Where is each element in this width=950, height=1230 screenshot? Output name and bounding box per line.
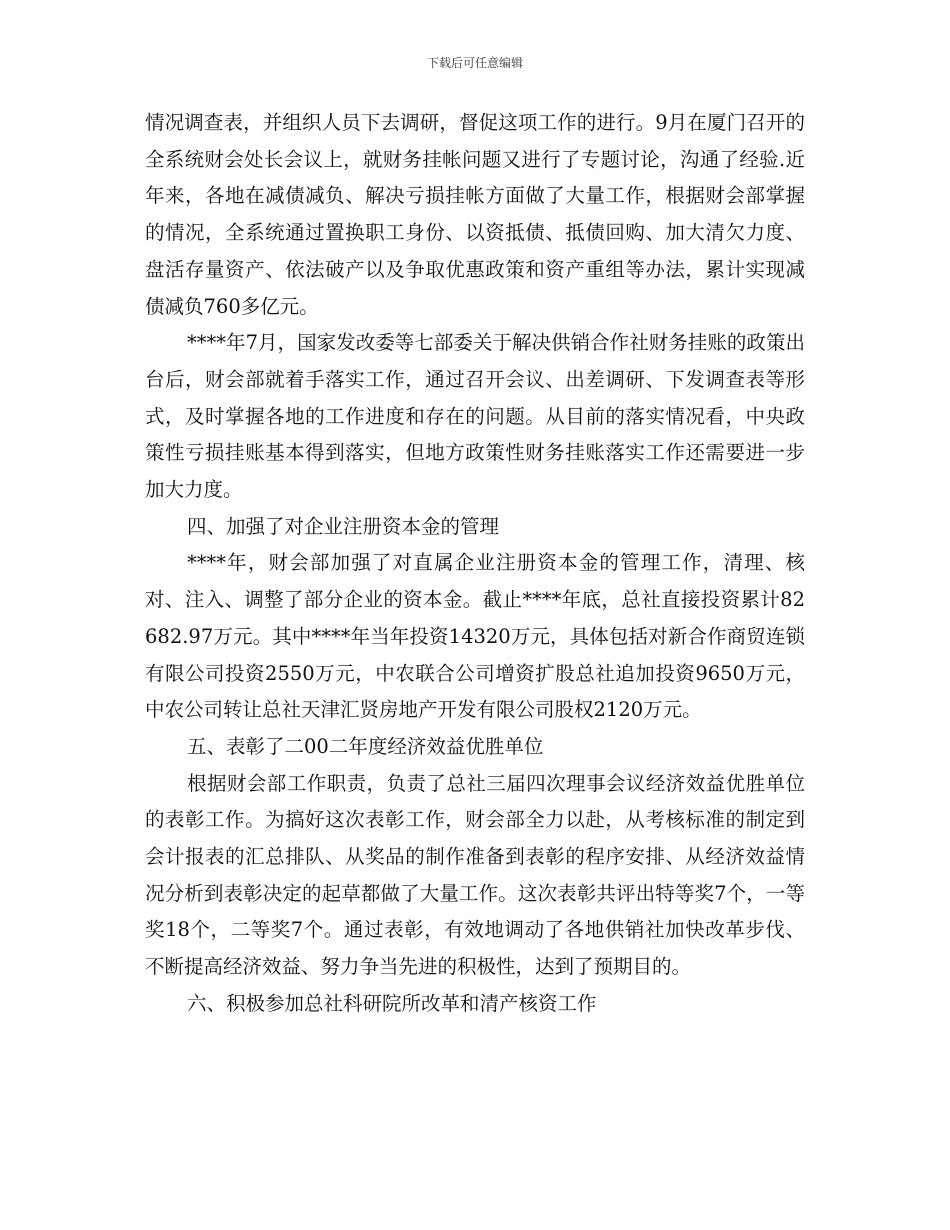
paragraph-commendation: 根据财会部工作职责，负责了总社三届四次理事会议经济效益优胜单位的表彰工作。为搞好这次表彰工作，财会部全力以赴，从考核标准的制定到会计报表的汇总排队、从奖品的制作准备到表彰的程序安排、从经济效益情况分析到表彰决定的起草都做了大量工作。这次表彰共评出特等奖7个，一等奖18个，二等奖7个。通过表彰，有效地调动了各地供销社加快改革步伐、不断提高经济效益、努力争当先进的积极性，达到了预期目的。 (145, 771, 805, 979)
section-heading-4: 四、加强了对企业注册资本金的管理 (187, 514, 500, 538)
paragraph-continuation: 情况调查表，并组织人员下去调研，督促这项工作的进行。9月在厦门召开的全系统财会处长会议上，就财务挂帐问题又进行了专题讨论，沟通了经验.近年来，各地在减债减负、解决亏损挂帐方面做了大量工作，根据财会部掌握的情况，全系统通过置换职工身份、以资抵债、抵债回购、加大清欠力度、盘活存量资产、依法破产以及争取优惠政策和资产重组等办法，累计实现减债减负760多亿元。 (145, 111, 805, 318)
paragraph-registered-capital: ****年，财会部加强了对直属企业注册资本金的管理工作，清理、核对、注入、调整了部分企业的资本金。截止****年底，总社直接投资累计82682.97万元。其中****年当年投资14320万元，具体包括对新合作商贸连锁有限公司投资2550万元，中农联合公司增资扩股总社追加投资9650万元，中农公司转让总社天津汇贤房地产开发有限公司股权2120万元。 (145, 551, 805, 722)
section-heading-6: 六、积极参加总社科研院所改革和清产核资工作 (187, 991, 597, 1015)
paragraph-policy-implementation: ****年7月，国家发改委等七部委关于解决供销合作社财务挂账的政策出台后，财会部就着手落实工作，通过召开会议、出差调研、下发调查表等形式，及时掌握各地的工作进度和存在的问题。从目前的落实情况看，中央政策性亏损挂账基本得到落实，但地方政策性财务挂账落实工作还需要进一步加大力度。 (145, 331, 805, 502)
page-header: 下载后可任意编辑 (426, 56, 523, 70)
section-heading-5: 五、表彰了二00二年度经济效益优胜单位 (187, 734, 544, 758)
document-body (145, 105, 805, 1023)
